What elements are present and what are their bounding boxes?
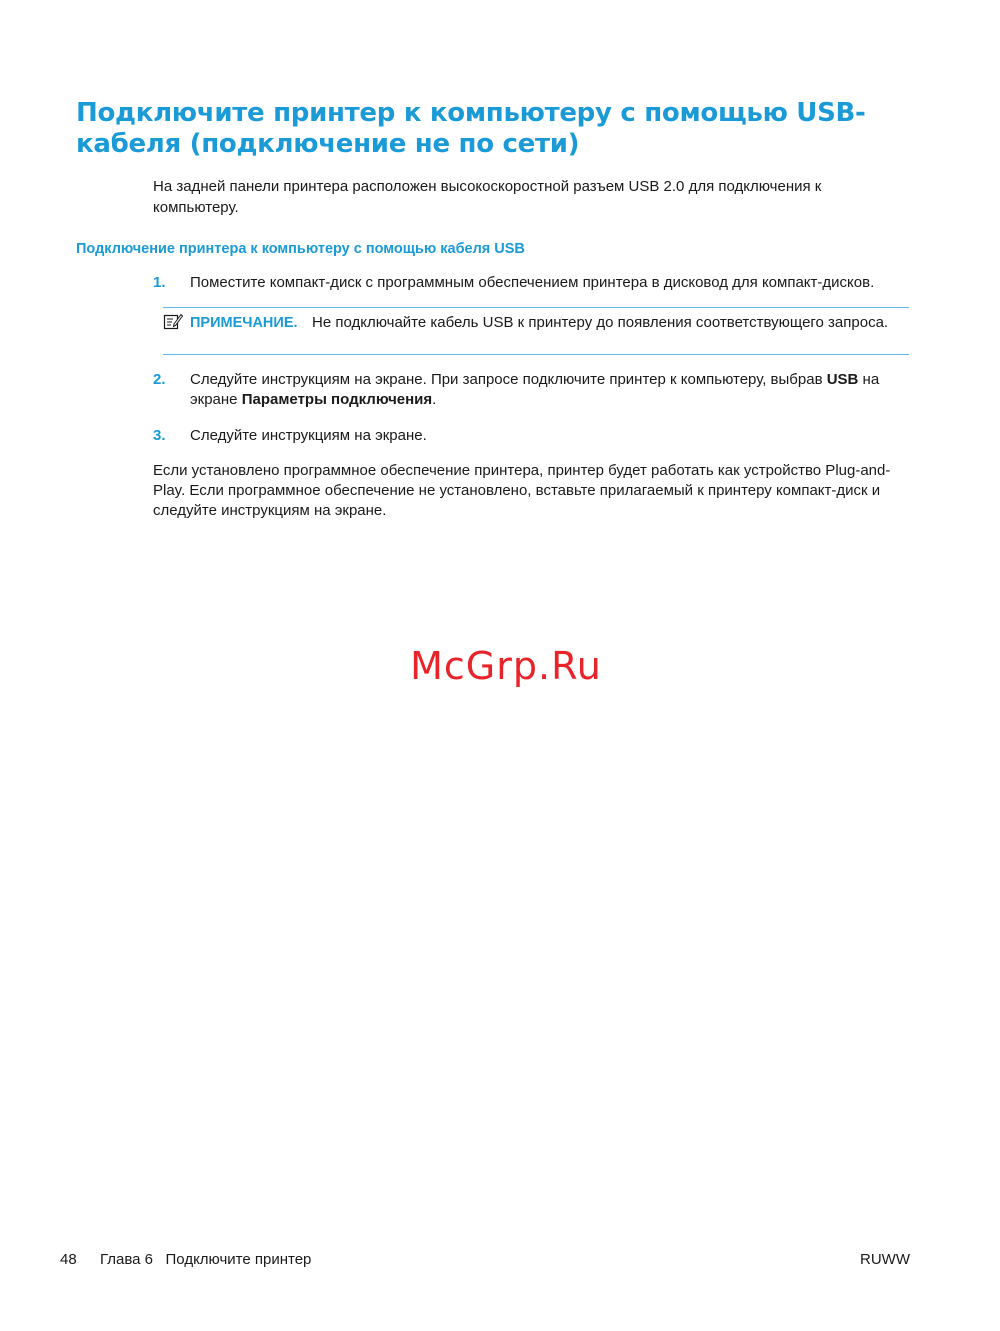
step-text: Следуйте инструкциям на экране. bbox=[190, 427, 427, 444]
outro-paragraph: Если установлено программное обеспечение принтера, принтер будет работать как устройство Plug-and-Play. Если программное обеспечение не установлено, вставьте прилагаемый к принтеру компакт-диск и следуйте инструкциям на экране. bbox=[153, 462, 891, 519]
step-text bbox=[190, 370, 915, 410]
step-text-part: . bbox=[432, 391, 437, 408]
page-number: 48 bbox=[60, 1251, 77, 1268]
usb-option-label: USB bbox=[826, 371, 859, 388]
connection-settings-screen-label: Параметры подключения bbox=[241, 391, 433, 408]
chapter-label: Глава 6 Подключите принтер bbox=[100, 1251, 312, 1268]
step-text: Поместите компакт-диск с программным обеспечением принтера в дисковод для компакт-дисков. bbox=[190, 274, 875, 291]
note-text: Не подключайте кабель USB к принтеру до появления соответствующего запроса. bbox=[312, 314, 889, 331]
step-number: 3. bbox=[153, 427, 166, 444]
step-number: 1. bbox=[153, 274, 166, 291]
step-number: 2. bbox=[153, 371, 166, 388]
note-box bbox=[163, 307, 909, 355]
section-subheading: Подключение принтера к компьютеру с помощью кабеля USB bbox=[76, 241, 525, 257]
page-footer bbox=[60, 1250, 910, 1270]
step-text-part: Следуйте инструкциям на экране. При запросе подключите принтер к компьютеру, выбрав bbox=[190, 371, 827, 388]
note-icon bbox=[163, 312, 183, 330]
page-title: Подключите принтер к компьютеру с помощью USB-кабеля (подключение не по сети) bbox=[76, 98, 866, 159]
watermark: McGrp.Ru bbox=[410, 644, 602, 688]
note-label: ПРИМЕЧАНИЕ. bbox=[190, 315, 298, 331]
step-text-part: на экране bbox=[190, 371, 880, 408]
footer-locale-code: RUWW bbox=[860, 1251, 910, 1268]
intro-paragraph: На задней панели принтера расположен высокоскоростной разъем USB 2.0 для подключения к компьютеру. bbox=[153, 178, 822, 216]
